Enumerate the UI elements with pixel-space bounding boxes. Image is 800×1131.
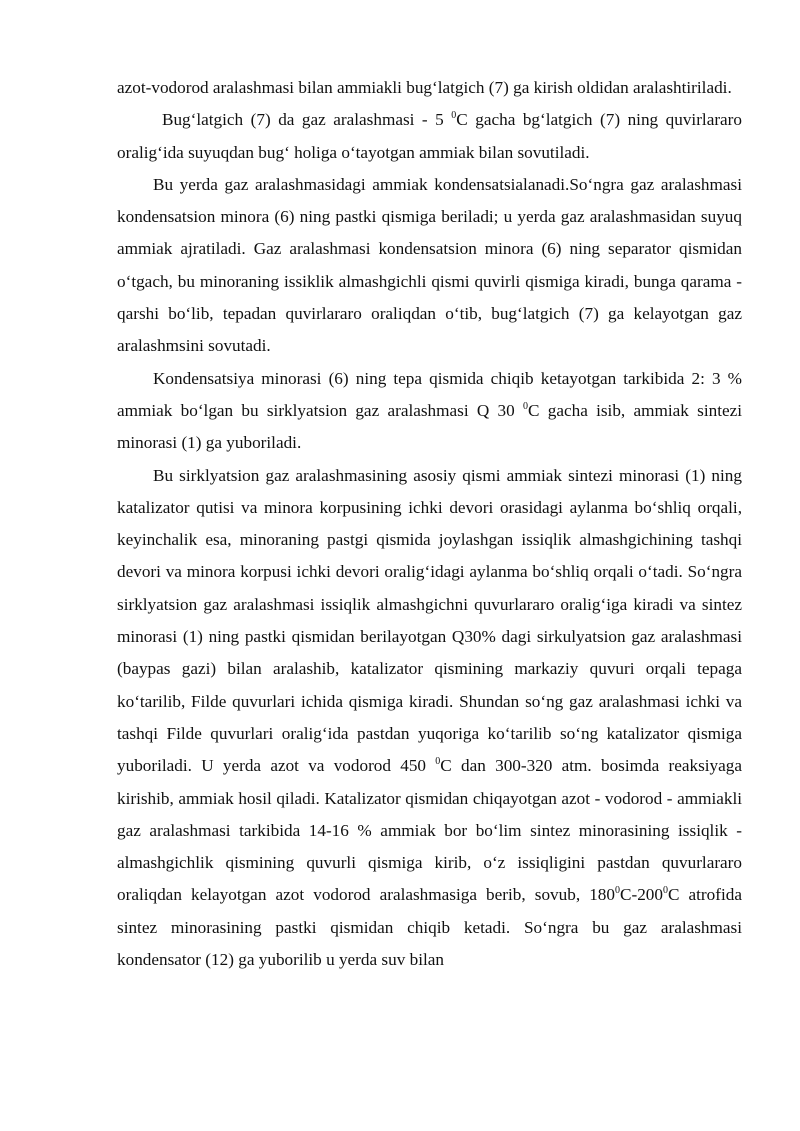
- text-segment: C-200: [620, 885, 663, 905]
- text-segment: azot-vodorod aralashmasi bilan ammiakli bug‘latgich (7) ga kirish oldidan aralashtiriladi.: [117, 78, 732, 97]
- text-segment: C atrofida sintez minorasining pastki qismidan chiqib ketadi. So‘ngra bu gaz aralashmasi kondensator (12) ga yuborilib u yerda suv bilan: [117, 885, 742, 970]
- text-segment: C gacha isib, ammiak sintezi minorasi (1) ga yuboriladi.: [117, 400, 742, 453]
- text-segment: Kondensatsiya minorasi (6) ning tepa qismida chiqib ketayotgan tarkibida 2: 3 % ammiak bo‘lgan bu sirklyatsion gaz aralashmasi Q 30: [117, 368, 742, 420]
- degree-superscript: 0: [523, 400, 529, 412]
- paragraph-2: [117, 104, 742, 169]
- paragraph-3: [117, 169, 742, 363]
- text-segment: Bu sirklyatsion gaz aralashmasining asosiy qismi ammiak sintezi minorasi (1) ning katalizator qutisi va minora korpusining ichki devori orasidagi aylanma bo‘shliq orqali, keyinchalik esa, minoraning pastgi qismida joylashgan issiqlik almashgichining tashqi devori va minora korpusi ichki devori oralig‘idagi aylanma bo‘shliq orqali o‘tadi. So‘ngra sirklyatsion gaz aralashmasi issiqlik almashgichni quvurlararo oralig‘iga kiradi va sintez minorasi (1) ning pastki qismidan berilayotgan Q30% dagi sirkulyatsion gaz aralashmasi (baypas gazi) bilan aralashib, katalizator qismining markaziy quvuri orqali tepaga ko‘tarilib, Filde quvurlari ichida qismiga kiradi. Shundan so‘ng gaz aralashmasi ichki va tashqi Filde quvurlari oralig‘ida pastdan yuqoriga ko‘tarilib so‘ng katalizator qismiga yuboriladi. U yerda azot va vodorod 450: [117, 465, 742, 776]
- paragraph-5: [117, 460, 742, 977]
- body-text: [117, 72, 742, 976]
- paragraph-1: [117, 72, 742, 104]
- degree-superscript: 0: [662, 885, 668, 897]
- degree-superscript: 0: [451, 110, 457, 122]
- text-segment: C dan 300-320 atm. bosimda reaksiyaga kirishib, ammiak hosil qiladi. Katalizator qismidan chiqayotgan azot - vodorod - ammiakli gaz aralashmasi tarkibida 14-16 % ammiak bor bo‘lim sintez minorasining issiqlik - almashgichlik qismining quvurli qismiga kirib, o‘z issiqligini pastdan quvurlararo oraliqdan kelayotgan azot vodorod aralashmasiga berib, sovub, 180: [117, 756, 742, 905]
- degree-superscript: 0: [615, 885, 620, 897]
- text-segment: C gacha bg‘latgich (7) ning quvirlararo oralig‘ida suyuqdan bug‘ holiga o‘tayotgan ammiak bilan sovutiladi.: [117, 110, 742, 162]
- paragraph-4: [117, 363, 742, 460]
- text-segment: Bug‘latgich (7) da gaz aralashmasi - 5: [162, 110, 452, 130]
- text-segment: Bu yerda gaz aralashmasidagi ammiak kondensatsialanadi.So‘ngra gaz aralashmasi kondensatsion minora (6) ning pastki qismiga beriladi; u yerda gaz aralashmasidan suyuq ammiak ajratiladi. Gaz aralashmasi kondensatsion minora (6) ning separator qismidan o‘tgach, bu minoraning issiklik almashgichli qismi quvirli qismiga kiradi, bunga qarama - qarshi bo‘lib, tepadan quvirlararo oraliqdan o‘tib, bug‘latgich (7) ga kelayotgan gaz aralashmsini sovutadi.: [117, 174, 742, 356]
- degree-superscript: 0: [435, 756, 441, 768]
